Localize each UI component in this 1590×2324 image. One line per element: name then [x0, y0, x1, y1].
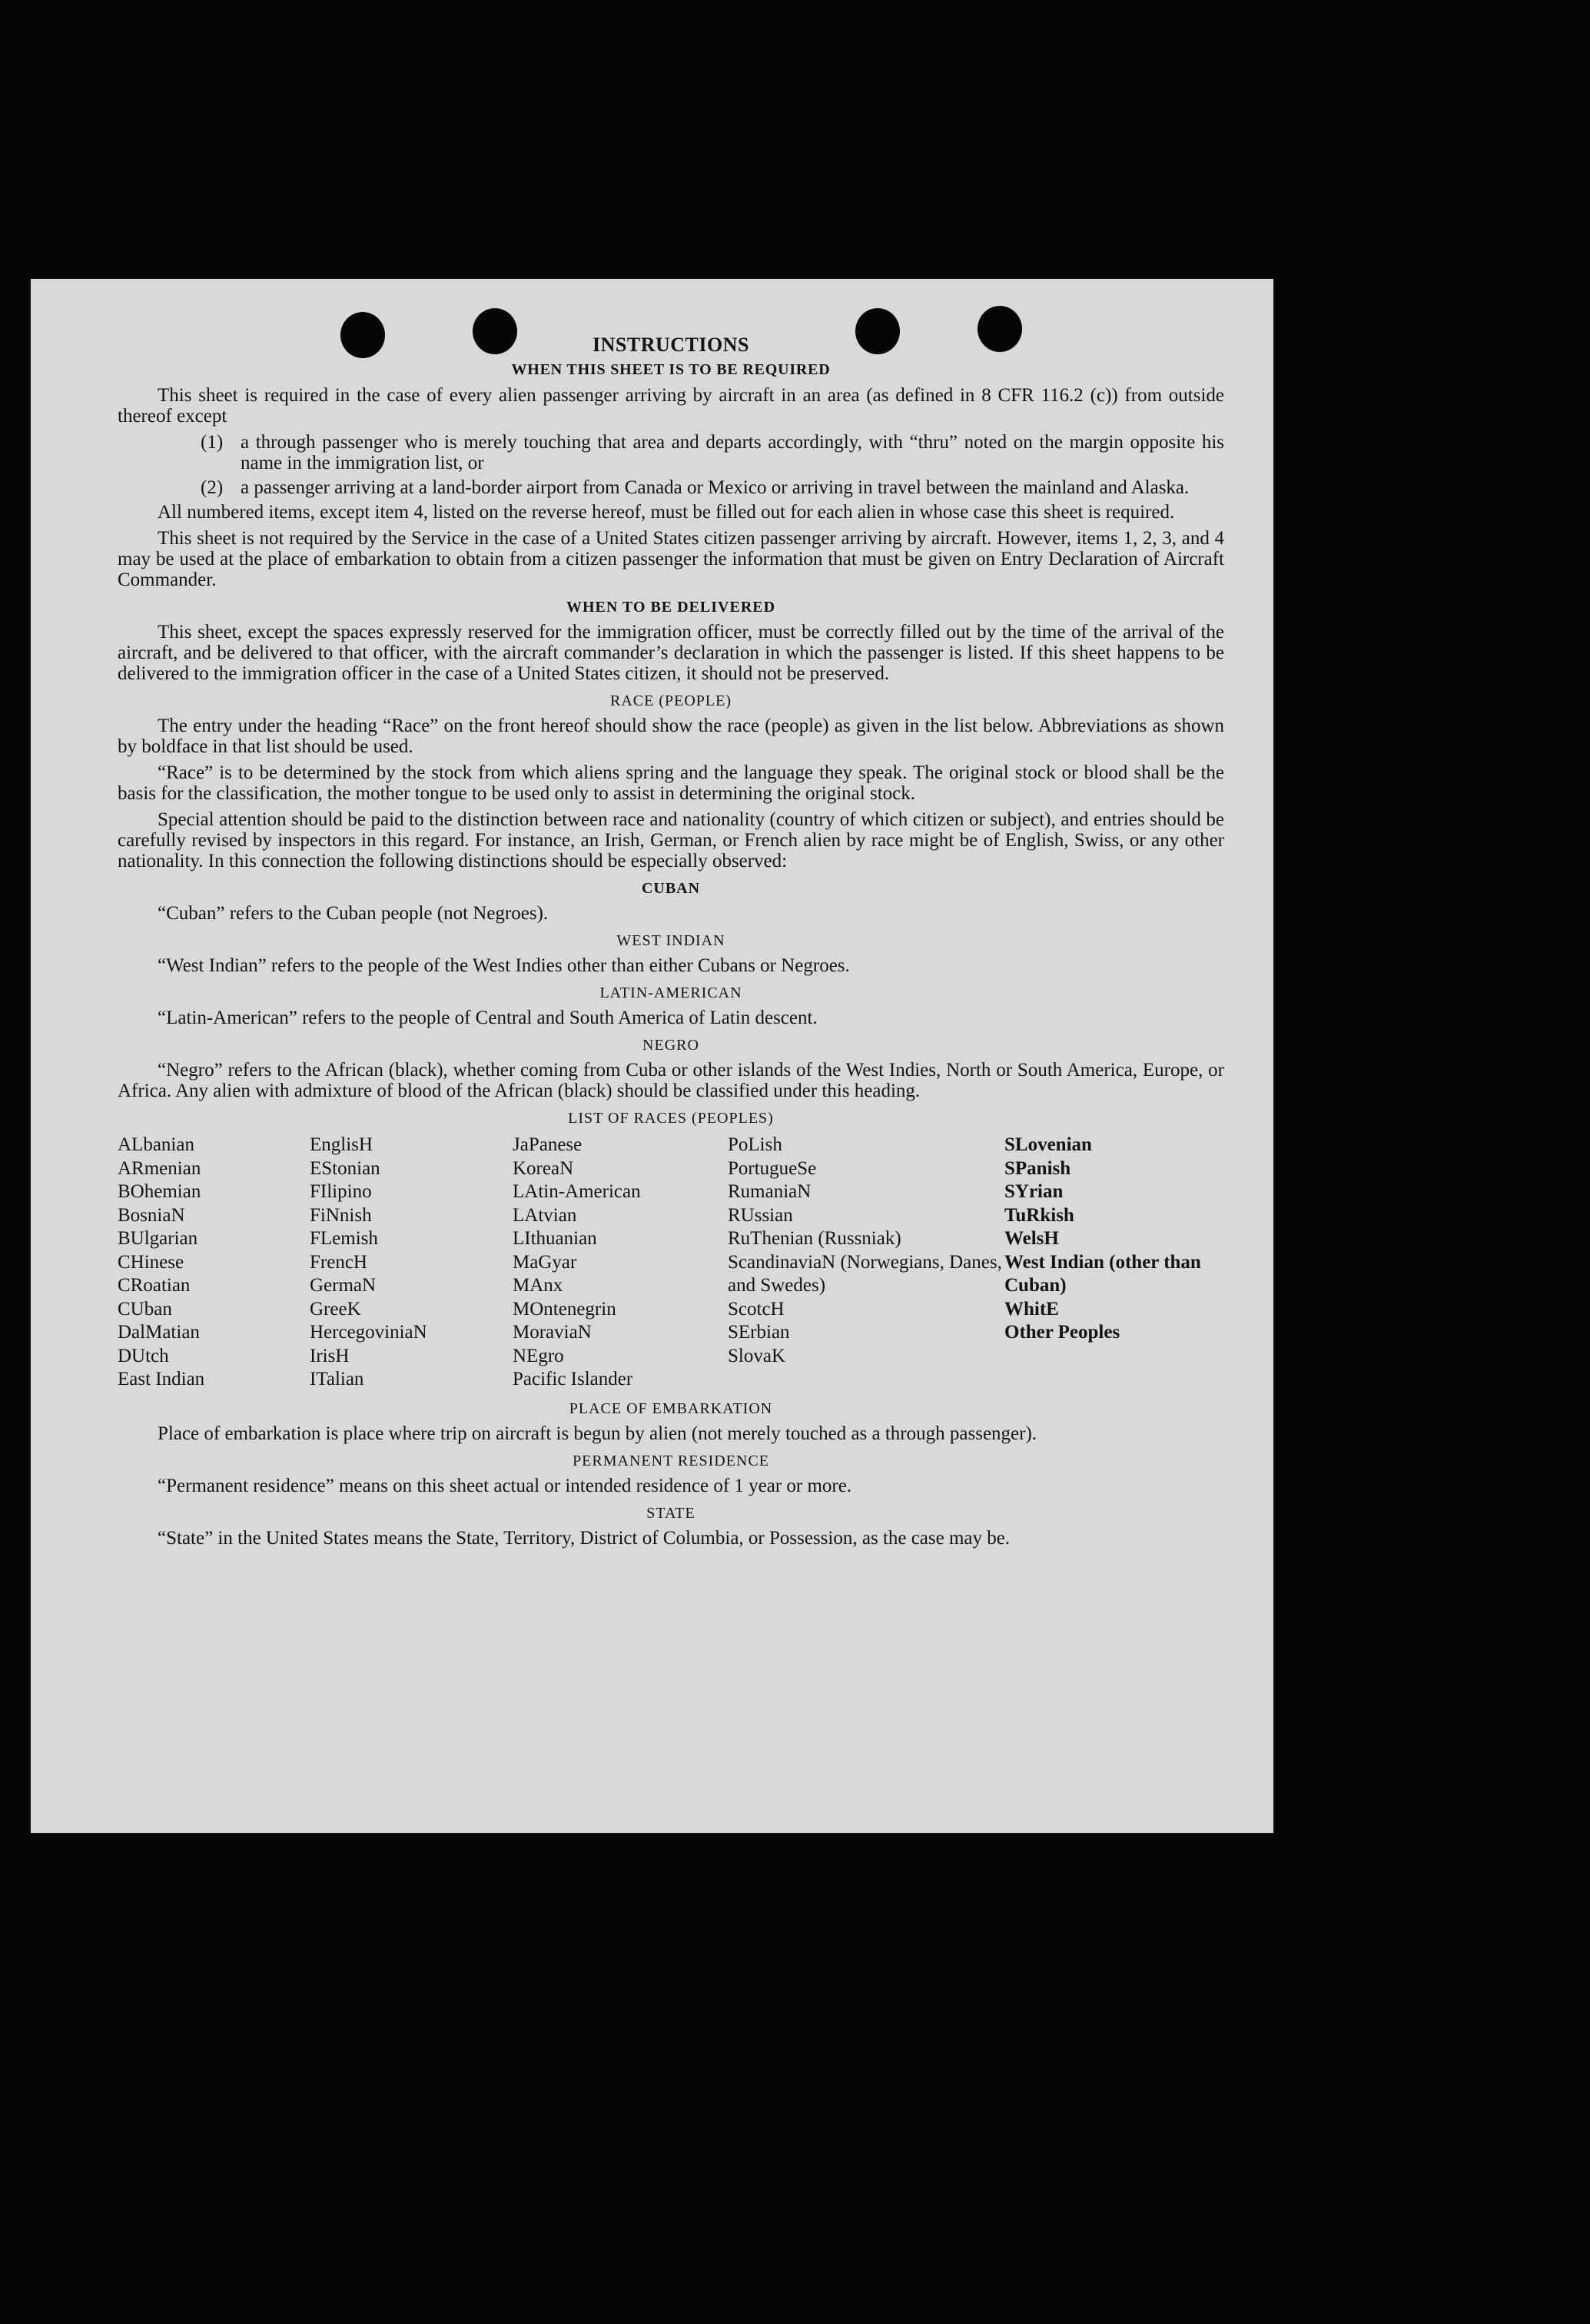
embarkation-paragraph: Place of embarkation is place where trip on aircraft is begun by alien (not merely touched as a through passenger).: [158, 1423, 1037, 1444]
state-paragraph: “State” in the United States means the State, Territory, District of Columbia, or Possession, as the case may be.: [158, 1527, 1011, 1549]
document-sheet: [31, 279, 1273, 1833]
exception-number: (1): [201, 432, 224, 453]
race-entry: WhitE: [1004, 1298, 1059, 1320]
cuban-definition: “Cuban” refers to the Cuban people (not Negroes).: [158, 903, 549, 924]
race-entry: MAnx: [513, 1275, 563, 1296]
race-entry: MoraviaN: [513, 1322, 592, 1343]
race-entry: FrencH: [310, 1251, 367, 1273]
west-indian-definition: “West Indian” refers to the people of the West Indies other than either Cubans or Negroes.: [158, 955, 850, 976]
section-heading-required: WHEN THIS SHEET IS TO BE REQUIRED: [511, 361, 831, 378]
section-heading-state: STATE: [646, 1504, 695, 1522]
race-entry: SPanish: [1004, 1157, 1071, 1179]
race-paragraph: The entry under the heading “Race” on the front hereof should show the race (people) as given in the list below. Abbreviations as shown by boldface in that list should be used.: [118, 715, 1224, 757]
races-column: [728, 1134, 1004, 1392]
race-entry: TuRkish: [1004, 1204, 1074, 1226]
race-entry: RumaniaN: [728, 1181, 812, 1202]
race-entry: EStonian: [310, 1157, 380, 1179]
race-entry: FIlipino: [310, 1181, 372, 1202]
races-column: [310, 1134, 513, 1392]
section-heading-embarkation: PLACE OF EMBARKATION: [569, 1399, 773, 1417]
race-entry: Pacific Islander: [513, 1369, 633, 1389]
race-entry: SYrian: [1004, 1181, 1064, 1202]
race-entry: BOhemian: [118, 1181, 201, 1202]
exception-text: a through passenger who is merely touching that area and departs accordingly, with “thru” noted on the margin opposite his name in the immigration list, or: [241, 432, 1224, 473]
race-entry: KoreaN: [513, 1157, 574, 1179]
negro-definition: “Negro” refers to the African (black), whether coming from Cuba or other islands of the West Indies, North or South America, Europe, or Africa. Any alien with admixture of blood of the African (black) should be classified under this heading.: [118, 1060, 1224, 1101]
race-entry: ScandinaviaN (Norwegians, Danes, and Swedes): [728, 1251, 1002, 1296]
race-entry: MOntenegrin: [513, 1298, 616, 1320]
section-heading-west-indian: WEST INDIAN: [616, 932, 725, 949]
section-heading-latin-american: LATIN-AMERICAN: [599, 984, 742, 1001]
delivered-paragraph: This sheet, except the spaces expressly reserved for the immigration officer, must be correctly filled out by the time of the arrival of the aircraft, and be delivered to that officer, with the aircraft commander’s declaration in which the passenger is listed. If this sheet happens to be delivered to the immigration officer in the case of a United States citizen, it should not be preserved.: [118, 622, 1224, 684]
section-heading-permanent-residence: PERMANENT RESIDENCE: [573, 1452, 769, 1469]
race-entry: SLovenian: [1004, 1134, 1092, 1155]
numbered-items-paragraph: All numbered items, except item 4, listed on the reverse hereof, must be filled out for each alien in whose case this sheet is required.: [158, 502, 1175, 523]
race-entry: CHinese: [118, 1251, 184, 1273]
race-entry: RuThenian (Russniak): [728, 1228, 901, 1249]
race-entry: East Indian: [118, 1369, 205, 1389]
race-entry: ALbanian: [118, 1134, 194, 1155]
race-entry: SlovaK: [728, 1345, 785, 1366]
race-entry: West Indian (other than Cuban): [1004, 1251, 1201, 1296]
race-entry: MaGyar: [513, 1251, 577, 1273]
race-entry: WelsH: [1004, 1228, 1059, 1249]
exception-item: [118, 477, 1224, 498]
races-column: [1004, 1134, 1217, 1392]
latin-american-definition: “Latin-American” refers to the people of Central and South America of Latin descent.: [158, 1008, 818, 1028]
exception-item: [118, 432, 1224, 473]
races-column: [118, 1134, 310, 1392]
race-entry: PortugueSe: [728, 1157, 817, 1179]
exception-text: a passenger arriving at a land-border airport from Canada or Mexico or arriving in travel between the mainland and Alaska.: [241, 477, 1190, 498]
race-entry: IrisH: [310, 1345, 350, 1366]
race-entry: LAtin-American: [513, 1181, 641, 1202]
races-list: [118, 1134, 1224, 1392]
not-required-paragraph: This sheet is not required by the Service in the case of a United States citizen passenger arriving by aircraft. However, items 1, 2, 3, and 4 may be used at the place of embarkation to obtain from a citizen passenger the information that must be given on Entry Declaration of Aircraft Commander.: [118, 528, 1224, 590]
race-entry: BUlgarian: [118, 1228, 198, 1249]
race-entry: LIthuanian: [513, 1228, 597, 1249]
race-entry: ARmenian: [118, 1157, 201, 1179]
race-entry: BosniaN: [118, 1204, 185, 1226]
race-entry: SErbian: [728, 1322, 790, 1343]
race-entry: JaPanese: [513, 1134, 583, 1155]
race-entry: LAtvian: [513, 1204, 577, 1226]
section-heading-negro: NEGRO: [642, 1037, 699, 1054]
page-title: INSTRUCTIONS: [593, 334, 749, 356]
race-entry: GermaN: [310, 1275, 377, 1296]
race-entry: ScotcH: [728, 1298, 785, 1320]
race-entry: FiNnish: [310, 1204, 372, 1226]
race-entry: PoLish: [728, 1134, 782, 1155]
section-heading-list-of-races: LIST OF RACES (PEOPLES): [568, 1110, 774, 1127]
race-entry: RUssian: [728, 1204, 793, 1226]
race-entry: CRoatian: [118, 1275, 191, 1296]
section-heading-cuban: CUBAN: [641, 880, 701, 897]
race-paragraph: Special attention should be paid to the distinction between race and nationality (country of which citizen or subject), and entries should be carefully revised by inspectors in this regard. For instance, an Irish, German, or French alien by race might be of English, Swiss, or any other nationality. In this connection the following distinctions should be especially observed:: [118, 809, 1224, 872]
section-heading-delivered: WHEN TO BE DELIVERED: [566, 599, 776, 616]
race-entry: NEgro: [513, 1345, 564, 1366]
race-entry: EnglisH: [310, 1134, 373, 1155]
races-column: [513, 1134, 728, 1392]
exception-number: (2): [201, 477, 224, 498]
race-paragraph: “Race” is to be determined by the stock from which aliens spring and the language they speak. The original stock or blood shall be the basis for the classification, the mother tongue to be used only to assist in determining the original stock.: [118, 762, 1224, 804]
race-entry: DUtch: [118, 1345, 169, 1366]
residence-paragraph: “Permanent residence” means on this sheet actual or intended residence of 1 year or more.: [158, 1475, 852, 1496]
race-entry: CUban: [118, 1298, 172, 1320]
section-heading-race: RACE (PEOPLE): [610, 692, 732, 709]
race-entry: FLemish: [310, 1228, 378, 1249]
instructions-content: [118, 334, 1224, 1554]
race-entry: Other Peoples: [1004, 1322, 1120, 1343]
race-entry: DalMatian: [118, 1322, 200, 1343]
race-entry: ITalian: [310, 1369, 364, 1389]
intro-paragraph: This sheet is required in the case of every alien passenger arriving by aircraft in an area (as defined in 8 CFR 116.2 (c)) from outside thereof except: [118, 385, 1224, 427]
race-entry: HercegoviniaN: [310, 1322, 427, 1343]
race-entry: GreeK: [310, 1298, 361, 1320]
